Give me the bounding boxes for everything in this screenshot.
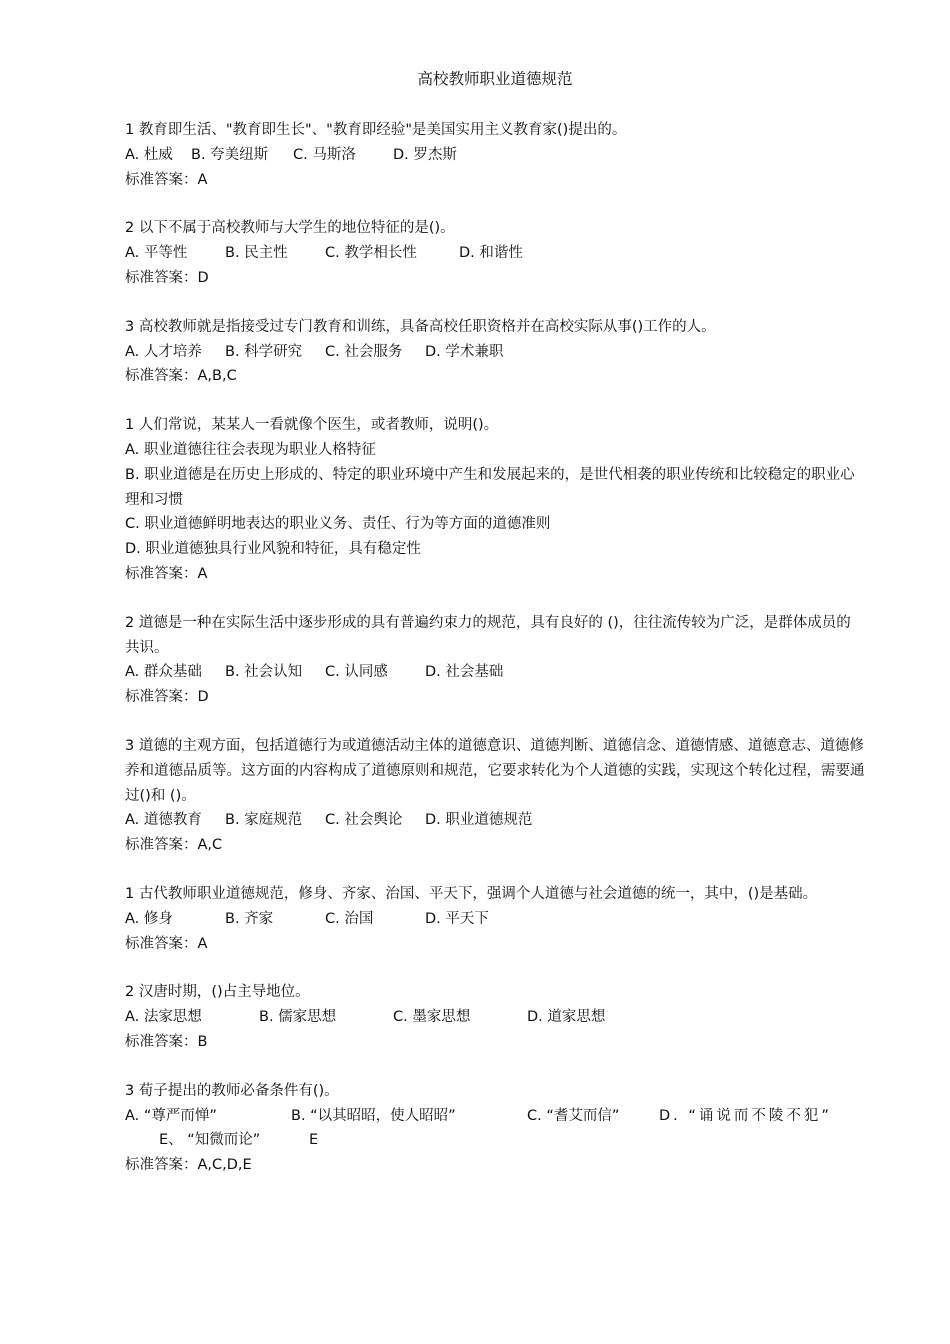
option-a: A. 道德教育 [125, 812, 202, 829]
option-row [125, 660, 865, 685]
option-a: A. 修身 [125, 910, 173, 927]
question-stem: 3 荀子提出的教师必备条件有()。 [125, 1082, 339, 1099]
option-b: B. 社会认知 [225, 664, 303, 681]
answer-value: A,C,D,E [197, 1157, 252, 1174]
answer-value: A,C [197, 837, 223, 854]
option-c: C. 认同感 [325, 664, 388, 681]
question-item [125, 413, 865, 587]
answer-label: 标准答案： [125, 1157, 198, 1174]
question-item [125, 882, 865, 956]
option-d: D. 和谐性 [459, 245, 523, 262]
question-list [125, 118, 865, 1202]
option-b: B. 家庭规范 [225, 812, 303, 829]
option-b: B. 夸美纽斯 [191, 146, 269, 163]
question-item [125, 734, 865, 858]
option-b: B. 儒家思想 [259, 1009, 337, 1026]
option-row [125, 1128, 865, 1153]
option-row [125, 340, 865, 365]
standard-answer [125, 932, 865, 957]
standard-answer [125, 364, 865, 389]
standard-answer [125, 1030, 865, 1055]
question-stem: 3 高校教师就是指接受过专门教育和训练，具备高校任职资格并在高校实际从事()工作的人。 [125, 318, 716, 335]
answer-value: D [197, 269, 209, 286]
option-d: D. 道家思想 [527, 1009, 606, 1026]
question-item [125, 980, 865, 1054]
option-row [125, 143, 865, 168]
question-item [125, 118, 865, 192]
option-c: C. 职业道德鲜明地表达的职业义务、责任、行为等方面的道德准则 [125, 516, 551, 533]
option-c: C. 教学相长性 [325, 245, 417, 262]
answer-value: D [197, 689, 209, 706]
option-d: D. 学术兼职 [425, 343, 504, 360]
standard-answer [125, 266, 865, 291]
answer-label: 标准答案： [125, 269, 198, 286]
standard-answer [125, 685, 865, 710]
question-stem: 3 道德的主观方面，包括道德行为或道德活动主体的道德意识、道德判断、道德信念、道德情感、道德意志、道德修养和道德品质等。这方面的内容构成了道德原则和规范，它要求转化为个人道德的实践，实现这个转化过程，需要通过()和 ()。 [125, 737, 865, 804]
option-d: D. 罗杰斯 [393, 146, 457, 163]
option-b: B. 齐家 [225, 910, 274, 927]
standard-answer [125, 562, 865, 587]
option-c: C. 墨家思想 [393, 1009, 471, 1026]
page-title: 高校教师职业道德规范 [417, 70, 573, 88]
option-d: D. 平天下 [425, 910, 489, 927]
option-a: A. 职业道德往往会表现为职业人格特征 [125, 441, 376, 458]
option-c: C. “耆艾而信” [527, 1107, 620, 1124]
option-c: C. 社会舆论 [325, 812, 403, 829]
option-d: D. 职业道德独具行业风貌和特征，具有稳定性 [125, 541, 421, 558]
option-b: B. 职业道德是在历史上形成的、特定的职业环境中产生和发展起来的，是世代相袭的职业传统和比较稳定的职业心理和习惯 [125, 466, 855, 508]
option-a: A. 法家思想 [125, 1009, 202, 1026]
option-a: A. 人才培养 [125, 343, 202, 360]
question-item [125, 315, 865, 389]
answer-label: 标准答案： [125, 935, 198, 952]
standard-answer [125, 168, 865, 193]
standard-answer [125, 1153, 865, 1178]
option-row [125, 1005, 865, 1030]
option-row [125, 808, 865, 833]
option-row [125, 1104, 865, 1129]
option-d: D. 职业道德规范 [425, 812, 533, 829]
option-a: A. 平等性 [125, 245, 188, 262]
answer-label: 标准答案： [125, 368, 198, 385]
option-row [125, 241, 865, 266]
answer-label: 标准答案： [125, 1033, 198, 1050]
option-c: C. 马斯洛 [293, 146, 356, 163]
option-b: B. 科学研究 [225, 343, 303, 360]
question-stem: 1 人们常说，某某人一看就像个医生，或者教师，说明()。 [125, 417, 499, 434]
question-stem: 2 道德是一种在实际生活中逐步形成的具有普遍约束力的规范，具有良好的 ()，往往流传较为广泛，是群体成员的共识。 [125, 614, 851, 656]
option-a: A. 群众基础 [125, 664, 202, 681]
standard-answer [125, 833, 865, 858]
answer-value: A [197, 935, 208, 952]
option-a: A. 杜威 [125, 146, 173, 163]
option-a: A. “尊严而惮” [125, 1107, 217, 1124]
question-item [125, 216, 865, 290]
answer-value: A,B,C [197, 368, 237, 385]
question-item [125, 1079, 865, 1178]
option-e: E、 “知微而论” [159, 1132, 261, 1149]
answer-label: 标准答案： [125, 837, 198, 854]
question-stem: 1 教育即生活、"教育即生长"、"教育即经验"是美国实用主义教育家()提出的。 [125, 122, 627, 138]
answer-value: A [197, 171, 208, 188]
answer-label: 标准答案： [125, 689, 198, 706]
question-item [125, 611, 865, 710]
answer-value: B [197, 1033, 208, 1050]
answer-label: 标准答案： [125, 565, 198, 582]
answer-value: A [197, 565, 208, 582]
question-stem: 1 古代教师职业道德规范，修身、齐家、治国、平天下，强调个人道德与社会道德的统一，其中，()是基础。 [125, 885, 818, 902]
option-row [125, 907, 865, 932]
option-c: C. 社会服务 [325, 343, 403, 360]
question-stem: 2 以下不属于高校教师与大学生的地位特征的是()。 [125, 220, 455, 237]
option-b: B. “以其昭昭，使人昭昭” [291, 1107, 456, 1124]
answer-label: 标准答案： [125, 171, 198, 188]
option-e-marker: E [309, 1132, 319, 1149]
option-c: C. 治国 [325, 910, 374, 927]
question-stem: 2 汉唐时期，()占主导地位。 [125, 984, 310, 1001]
option-d: D. 社会基础 [425, 664, 504, 681]
option-b: B. 民主性 [225, 245, 288, 262]
option-d: D. “诵说而不陵不犯” [659, 1107, 832, 1124]
